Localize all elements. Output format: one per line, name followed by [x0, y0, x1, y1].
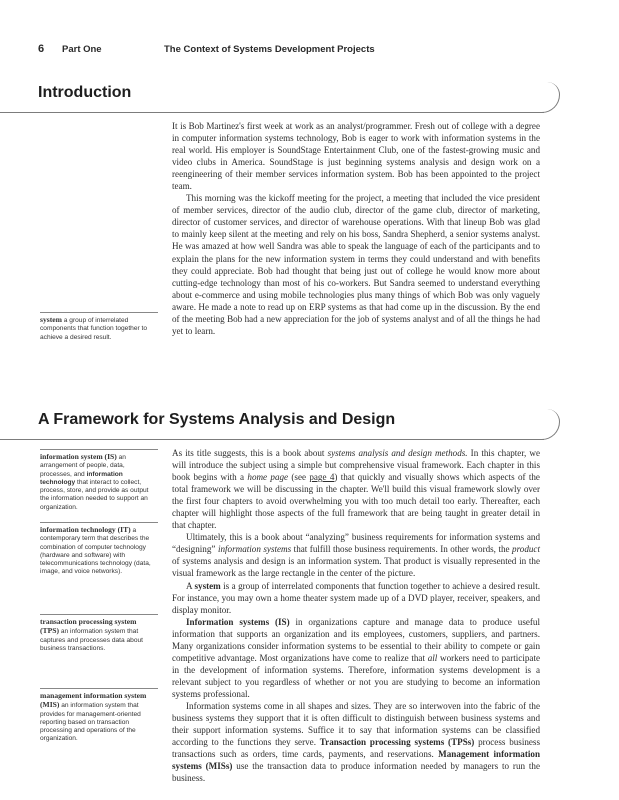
glossary-rule — [40, 312, 158, 313]
introduction-body — [172, 120, 540, 337]
emphasis: information systems — [217, 544, 292, 555]
intro-paragraph-1: It is Bob Martinez's first week at work as an analyst/programmer. Fresh out of college with a degree in computer information systems technology, Bob is eager to work with information systems in the real world. His employer is SoundStage Entertainment Club, one of the fastest-growing music and video clubs in America. SoundStage is just beginning systems analysis and design work on a reengineering of their member services information system. Bob has been appointed to the project team. — [172, 121, 540, 192]
glossary-term: transaction processing system (TPS) — [40, 617, 137, 636]
text-run: in organizations capture and manage data to produce useful information that supports an organization and its employees, customers, suppliers, and partners. Many organizations consider information systems to be essential to their ability to compete or gain competitive advantage. Most organizations have come to realize that — [172, 616, 540, 663]
text-run: that fulfill those business requirements. In other words, the — [291, 544, 513, 555]
glossary-term: management information system (MIS) — [40, 691, 147, 710]
key-term: Transaction processing systems (TPSs) — [319, 737, 475, 748]
framework-paragraph-3 — [172, 580, 540, 616]
glossary-term: information technology (IT) — [40, 525, 131, 534]
intro-paragraph-2: This morning was the kickoff meeting for the project, a meeting that included the vice president of member services, director of the audio club, director of the game club, director of marketing, director of customer services, and director of warehouse operations. With that lineup Bob was glad to mainly keep silent at the meeting and rely on his boss, Sandra Shepherd, a senior systems analyst. He was amazed at how well Sandra was able to speak the language of each of the participants and to explain the plans for the new information system in terms they could understand and with benefits they could appreciate. Bob had thought that being just out of college he would know more about cutting-edge technology than most of his co-workers. But Sandra seemed to understand everything about e-commerce and using mobile technologies plus many things of which Bob was only vaguely aware. He made a note to read up on ERP systems as that had come up in the discussion. By the end of the meeting Bob had a new appreciation for the job of systems analyst and of all the things he had yet to learn. — [172, 193, 540, 336]
text-run: is a group of interrelated components that function together to achieve a desired result. For instance, you may own a home theater system made up of a DVD player, receiver, speakers, and display monitor. — [172, 580, 541, 615]
emphasis: home page — [247, 472, 289, 483]
glossary-definition: a contemporary term that describes the combination of computer technology (hardware and software) with telecommunications technology (data, image, and voice networks). — [40, 527, 151, 576]
glossary-term: system — [40, 315, 62, 324]
glossary-inline-term: information technology — [40, 470, 123, 486]
emphasis: systems analysis and design methods. — [327, 448, 468, 458]
key-term: Management information systems (MISs) — [172, 749, 541, 772]
text-run: ) that quickly and visually shows which aspects of the total framework we will be discussing in the chapter. We'll build this visual framework slowly over the first four chapters to avoid overwhelming you with too much detail too early. Thereafter, each chapter will highlight those aspects of the full framework that are being taught in greater detail in that chapter. — [172, 472, 540, 531]
glossary-entry-information-system — [40, 449, 154, 512]
framework-body — [172, 447, 540, 784]
glossary-rule — [40, 688, 158, 689]
part-label: Part One — [62, 44, 102, 55]
glossary-entry-system — [40, 312, 154, 342]
text-run: (see — [288, 472, 310, 483]
framework-paragraph-5 — [172, 700, 540, 784]
framework-heading: A Framework for Systems Analysis and Design — [38, 411, 396, 428]
introduction-heading: Introduction — [38, 84, 132, 101]
text-run: A — [186, 580, 195, 591]
glossary-definition: that interact to collect, process, store, and provide as output the information needed to support an organization. — [40, 478, 149, 511]
glossary-rule — [40, 522, 158, 523]
text-run: use the transaction data to produce information needed by managers to run the business. — [172, 761, 540, 784]
running-header — [38, 44, 589, 58]
glossary-definition: an arrangement of people, data, processes, and — [40, 454, 126, 478]
text-run: workers need to participate in the development of information systems. Therefore, information systems development is a relevant subject to you regardless of whether or not you are studying to become an information systems professional. — [172, 652, 541, 699]
key-term: system — [194, 580, 221, 591]
text-run: process business transactions such as orders, time cards, payments, and reservations. — [172, 737, 541, 760]
text-run: Ultimately, this is a book about “analyzing” business requirements for information systems and “designing” — [172, 532, 540, 555]
framework-paragraph-2 — [172, 531, 540, 579]
introduction-heading-band — [0, 82, 560, 116]
text-run: As its title suggests, this is a book about — [172, 448, 328, 458]
text-run: In this chapter, we will introduce the subject using a simple but comprehensive visual framework. Each chapter in this book begins with a — [172, 448, 540, 483]
heading-rule — [0, 439, 544, 440]
glossary-entry-information-technology — [40, 522, 154, 577]
glossary-rule — [40, 449, 158, 450]
framework-heading-band — [0, 409, 560, 443]
emphasis: all — [427, 652, 438, 663]
glossary-entry-mis — [40, 688, 154, 744]
key-term: Information systems (IS) — [186, 616, 290, 627]
glossary-definition: an information system that captures and processes data about business transactions. — [40, 628, 144, 652]
text-run: of systems analysis and design is an information system. That product is visually represented in the visual framework as the large rectangle in the center of the picture. — [172, 556, 540, 579]
framework-paragraph-1 — [172, 447, 540, 531]
glossary-entry-tps — [40, 614, 154, 653]
heading-rule-curve — [533, 409, 560, 440]
heading-rule-curve — [533, 82, 560, 113]
framework-paragraph-4 — [172, 616, 540, 700]
glossary-definition: a group of interrelated components that function together to achieve a desired result. — [40, 317, 148, 341]
glossary-definition: an information system that provides for management-oriented reporting based on transaction processing and operations of the organization. — [40, 702, 141, 743]
page-number: 6 — [38, 43, 45, 55]
running-title: The Context of Systems Development Projects — [164, 44, 375, 55]
emphasis: product — [512, 544, 540, 555]
heading-rule — [0, 112, 544, 113]
text-run: Information systems come in all shapes and sizes. They are so interwoven into the fabric of the business systems they support that it is often difficult to distinguish between business systems and their support information systems. Suffice it to say that information systems can be classified according to the functions they serve. — [172, 700, 540, 748]
page-reference-link[interactable]: page 4 — [309, 472, 335, 483]
glossary-term: information system (IS) — [40, 452, 117, 461]
glossary-rule — [40, 614, 158, 615]
